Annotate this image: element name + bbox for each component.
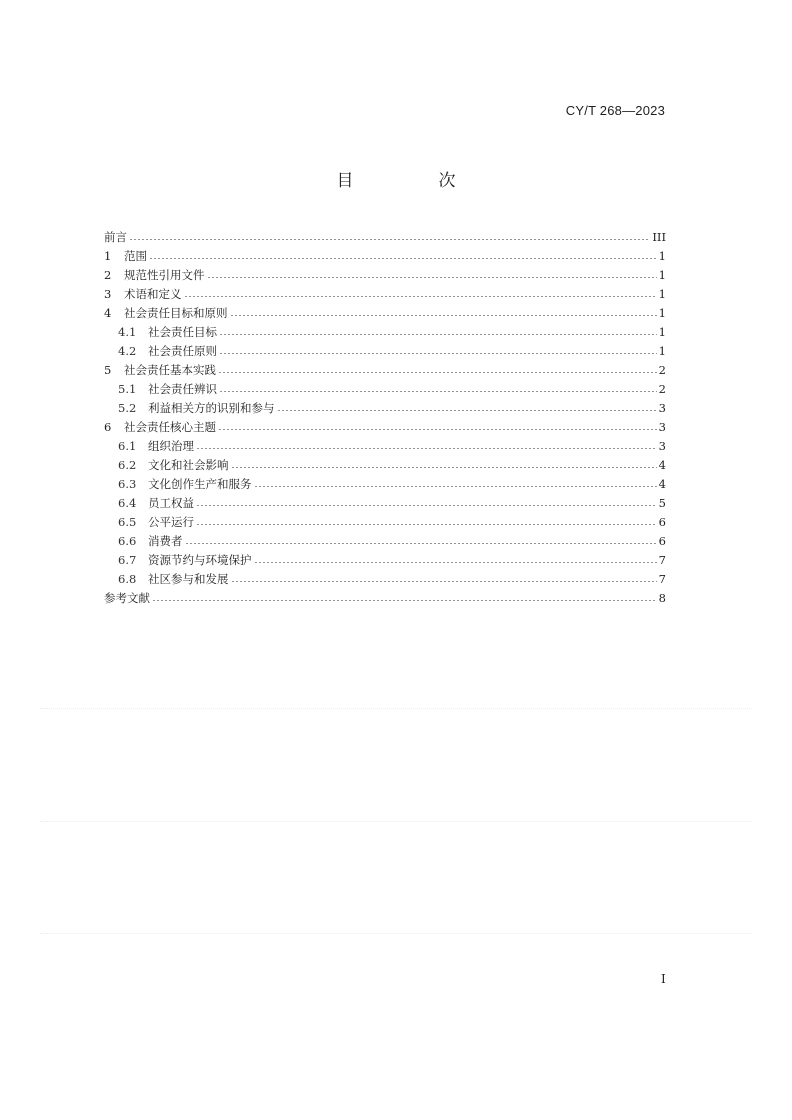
- toc-entry[interactable]: [104, 342, 666, 361]
- toc-entry-label: 社会责任目标: [148, 325, 217, 339]
- toc-entry-page: 1: [658, 306, 666, 320]
- toc-entry-number: 6.8: [118, 572, 137, 586]
- toc-leader-dots: [277, 410, 657, 411]
- toc-entry[interactable]: [104, 247, 666, 266]
- toc-entry-page: 2: [658, 382, 666, 396]
- toc-leader-dots: [185, 543, 657, 544]
- toc-leader-dots: [196, 448, 657, 449]
- toc-leader-dots: [207, 277, 657, 278]
- toc-entry[interactable]: [104, 475, 666, 494]
- toc-entry-label: 社会责任核心主题: [124, 420, 216, 434]
- scan-artifact-line: [40, 708, 752, 709]
- toc-leader-dots: [129, 239, 650, 240]
- toc-entry[interactable]: [104, 551, 666, 570]
- toc-entry[interactable]: [104, 532, 666, 551]
- toc-entry-number: 6.4: [118, 496, 137, 510]
- toc-entry[interactable]: [104, 418, 666, 437]
- toc-leader-dots: [231, 467, 657, 468]
- toc-entry-number: 6.7: [118, 553, 137, 567]
- toc-entry-label: 文化创作生产和服务: [148, 477, 252, 491]
- toc-entry-page: 6: [658, 534, 666, 548]
- toc-entry-label: 前言: [104, 230, 127, 244]
- toc-entry-number: 6.2: [118, 458, 137, 472]
- toc-entry-number: 6.1: [118, 439, 137, 453]
- toc-entry-page: 4: [658, 477, 666, 491]
- toc-entry-page: 1: [658, 268, 666, 282]
- toc-entry-number: 6: [104, 420, 112, 434]
- toc-entry-number: 6.5: [118, 515, 137, 529]
- toc-leader-dots: [218, 372, 657, 373]
- toc-entry-number: 6.3: [118, 477, 137, 491]
- toc-entry-label: 资源节约与环境保护: [148, 553, 252, 567]
- toc-leader-dots: [184, 296, 657, 297]
- toc-entry-page: 1: [658, 344, 666, 358]
- toc-title: 目 次: [336, 171, 490, 191]
- toc-leader-dots: [231, 581, 657, 582]
- toc-entry[interactable]: [104, 570, 666, 589]
- toc-entry-label: 社区参与和发展: [148, 572, 229, 586]
- toc-entry-label: 公平运行: [148, 515, 194, 529]
- toc-leader-dots: [254, 562, 657, 563]
- toc-entry-number: 1: [104, 249, 112, 263]
- page-number: I: [661, 972, 666, 986]
- toc-entry-page: 1: [658, 249, 666, 263]
- toc-entry-number: 4.1: [118, 325, 137, 339]
- toc-entry[interactable]: [104, 494, 666, 513]
- toc-entry-page: 4: [658, 458, 666, 472]
- toc-entry-page: 8: [658, 591, 666, 605]
- toc-leader-dots: [218, 429, 657, 430]
- toc-entry-page: 1: [658, 287, 666, 301]
- toc-entry[interactable]: [104, 304, 666, 323]
- toc-leader-dots: [254, 486, 657, 487]
- toc-entry[interactable]: [104, 266, 666, 285]
- toc-leader-dots: [219, 391, 657, 392]
- toc-entry-page: 2: [658, 363, 666, 377]
- table-of-contents: [104, 228, 666, 608]
- toc-entry-number: 4: [104, 306, 112, 320]
- toc-entry-label: 利益相关方的识别和参与: [148, 401, 275, 415]
- toc-entry-page: III: [652, 230, 666, 244]
- toc-entry-label: 社会责任目标和原则: [124, 306, 228, 320]
- toc-entry-number: 5.1: [118, 382, 137, 396]
- toc-entry-label: 文化和社会影响: [148, 458, 229, 472]
- scan-artifact-line: [40, 933, 752, 934]
- toc-entry-page: 3: [658, 401, 666, 415]
- toc-entry[interactable]: [104, 228, 666, 247]
- toc-entry-number: 3: [104, 287, 112, 301]
- toc-entry-label: 规范性引用文件: [124, 268, 205, 282]
- toc-entry-label: 消费者: [148, 534, 183, 548]
- toc-entry-number: 4.2: [118, 344, 137, 358]
- toc-entry-label: 组织治理: [148, 439, 194, 453]
- toc-leader-dots: [149, 258, 657, 259]
- toc-entry-label: 社会责任原则: [148, 344, 217, 358]
- toc-leader-dots: [219, 353, 657, 354]
- toc-entry-page: 5: [658, 496, 666, 510]
- toc-entry[interactable]: [104, 285, 666, 304]
- toc-entry-number: 2: [104, 268, 112, 282]
- toc-leader-dots: [196, 524, 657, 525]
- toc-leader-dots: [196, 505, 657, 506]
- toc-entry-number: 5.2: [118, 401, 137, 415]
- toc-entry-page: 7: [658, 572, 666, 586]
- toc-entry-page: 1: [658, 325, 666, 339]
- toc-entry-page: 3: [658, 420, 666, 434]
- toc-entry[interactable]: [104, 380, 666, 399]
- toc-entry[interactable]: [104, 323, 666, 342]
- toc-entry-page: 3: [658, 439, 666, 453]
- toc-entry-label: 社会责任辨识: [148, 382, 217, 396]
- toc-entry[interactable]: [104, 513, 666, 532]
- toc-entry-page: 7: [658, 553, 666, 567]
- toc-leader-dots: [219, 334, 657, 335]
- toc-entry[interactable]: [104, 361, 666, 380]
- toc-entry-label: 参考文献: [104, 591, 150, 605]
- toc-entry[interactable]: [104, 399, 666, 418]
- standard-code: CY/T 268—2023: [565, 103, 665, 118]
- toc-entry-number: 6.6: [118, 534, 137, 548]
- toc-entry-label: 范围: [124, 249, 147, 263]
- toc-entry-label: 员工权益: [148, 496, 194, 510]
- scan-artifact-line: [40, 821, 752, 822]
- toc-entry[interactable]: [104, 437, 666, 456]
- toc-entry[interactable]: [104, 589, 666, 608]
- toc-entry-number: 5: [104, 363, 112, 377]
- toc-entry-label: 术语和定义: [124, 287, 182, 301]
- toc-entry-page: 6: [658, 515, 666, 529]
- toc-leader-dots: [152, 600, 657, 601]
- toc-leader-dots: [230, 315, 657, 316]
- toc-entry[interactable]: [104, 456, 666, 475]
- toc-entry-label: 社会责任基本实践: [124, 363, 216, 377]
